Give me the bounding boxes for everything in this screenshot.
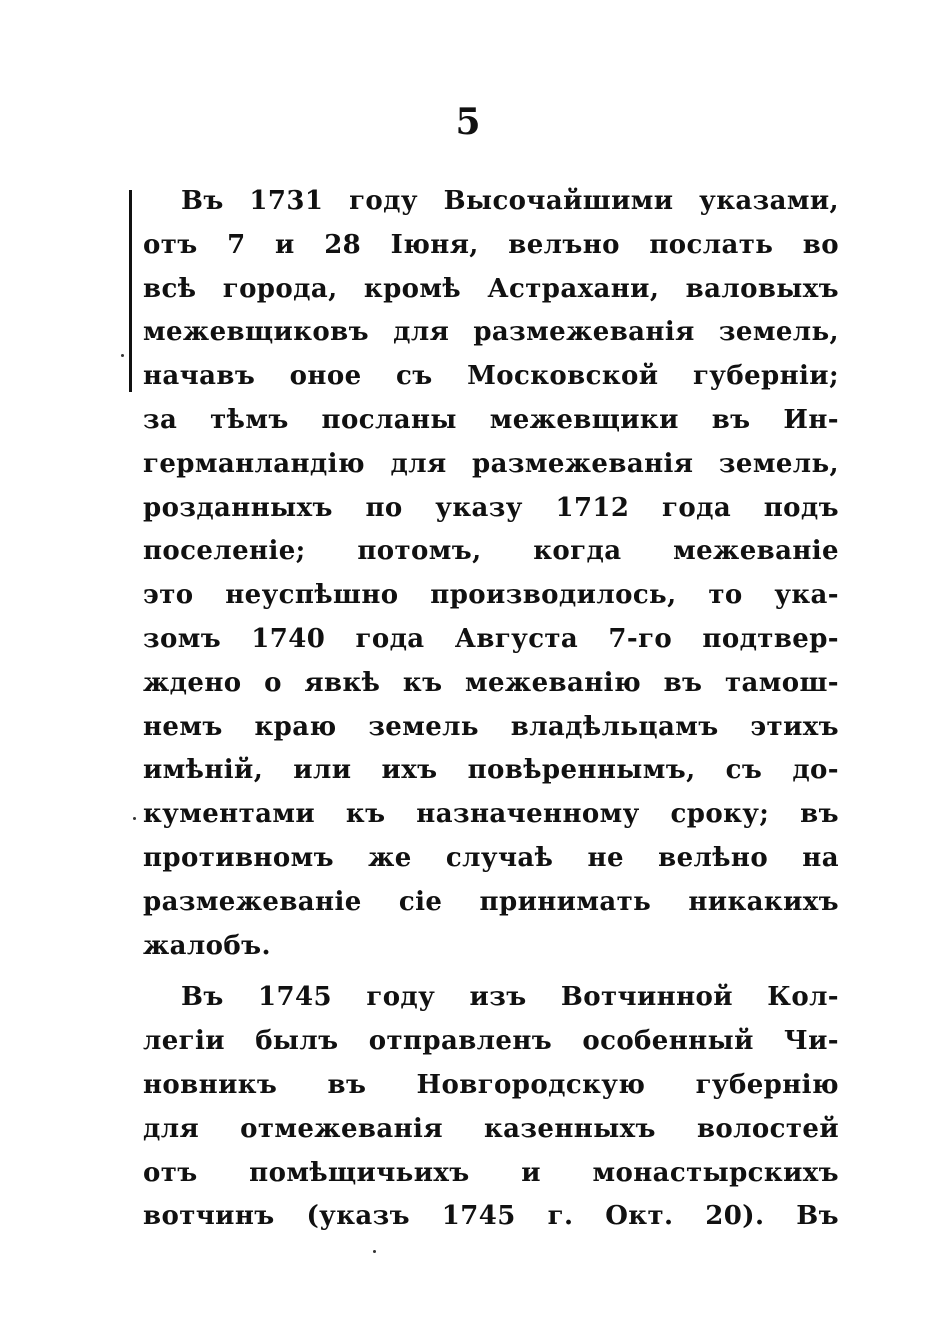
paragraph-gap — [143, 968, 839, 976]
ink-speck — [373, 1250, 376, 1253]
text-line: ждено о явкѣ къ межеванію въ тамош- — [143, 667, 839, 698]
ink-speck — [133, 817, 136, 820]
text-line: Въ 1731 году Высочайшими указами, — [181, 186, 839, 216]
text-line: всѣ города, кромѣ Астрахани, валовыхъ — [143, 273, 839, 304]
text-line: легіи былъ отправленъ особенный Чи- — [143, 1026, 839, 1057]
text-line: новникъ въ Новгородскую губернію — [143, 1069, 839, 1100]
text-line: зомъ 1740 года Августа 7-го подтвер- — [143, 623, 839, 654]
text-line: межевщиковъ для размежеванія земель, — [143, 317, 839, 348]
text-line: начавъ оное съ Московской губерніи; — [143, 361, 839, 392]
text-line: отъ помѣщичьихъ и монастырскихъ — [143, 1157, 839, 1188]
ink-speck — [121, 354, 124, 357]
text-line: противномъ же случаѣ не велѣно на — [143, 842, 839, 873]
text-body — [143, 180, 839, 1239]
text-line: это неуспѣшно производилось, то ука- — [143, 580, 839, 611]
text-line: розданныхъ по указу 1712 года подъ — [143, 492, 839, 523]
paragraph-2 — [143, 976, 839, 1239]
page-number: 5 — [455, 101, 481, 143]
text-line: жалобъ. — [143, 930, 271, 961]
text-line: немъ краю земель владѣльцамъ этихъ — [143, 711, 839, 742]
text-line: германландію для размежеванія земель, — [143, 448, 839, 479]
paragraph-1 — [143, 180, 839, 968]
text-line: Въ 1745 году изъ Вотчинной Кол- — [181, 982, 839, 1013]
text-line: за тѣмъ посланы межевщики въ Ин- — [143, 404, 839, 435]
text-line: поселеніе; потомъ, когда межеваніе — [143, 536, 839, 567]
text-line: имѣній, или ихъ повѣреннымъ, съ до- — [143, 755, 839, 786]
text-line: вотчинъ (указъ 1745 г. Окт. 20). Въ — [143, 1201, 839, 1232]
text-line: размежеваніе сіе принимать никакихъ — [143, 886, 839, 917]
text-line: кументами къ назначенному сроку; въ — [143, 799, 839, 830]
text-line: для отмежеванія казенныхъ волостей — [143, 1113, 839, 1144]
text-line: отъ 7 и 28 Іюня, велъно послать во — [143, 229, 839, 260]
margin-rule — [129, 190, 132, 392]
